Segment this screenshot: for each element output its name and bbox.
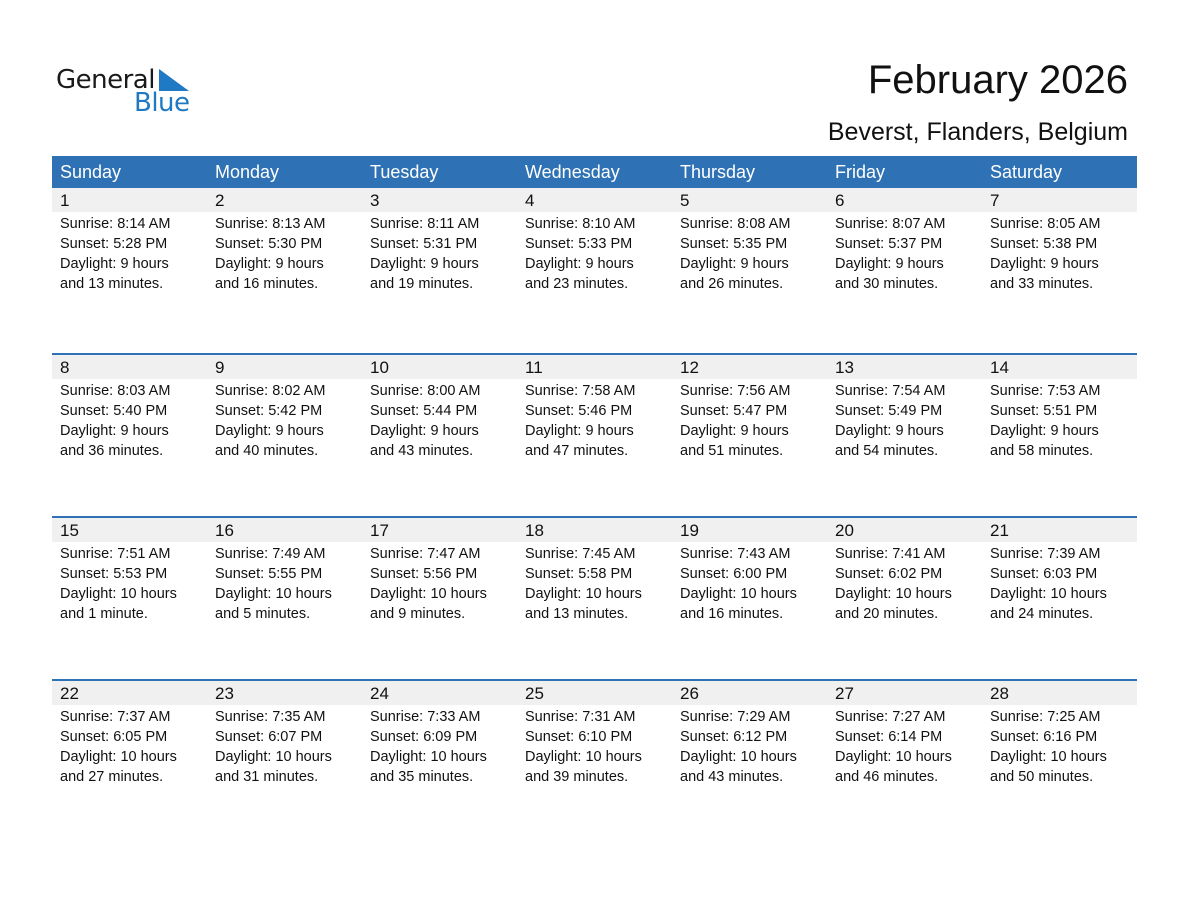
day-info — [982, 705, 1137, 787]
daylight-text: Daylight: 9 hours — [835, 423, 944, 439]
day-cell — [672, 518, 827, 624]
daylight-text: Daylight: 9 hours — [835, 256, 944, 272]
week-days — [52, 681, 1137, 787]
daylight-text: Daylight: 10 hours — [60, 586, 177, 602]
day-info — [52, 542, 207, 624]
day-cell — [52, 681, 207, 787]
sunrise-text: Sunrise: 7:27 AM — [835, 709, 946, 725]
daylight-minutes-text: and 13 minutes. — [525, 606, 629, 622]
weekday-saturday: Saturday — [990, 162, 1063, 182]
day-cell — [982, 188, 1137, 294]
day-cell — [517, 681, 672, 787]
daylight-minutes-text: and 23 minutes. — [525, 276, 629, 292]
day-number: 10 — [362, 355, 517, 379]
day-info — [207, 542, 362, 624]
day-info — [517, 542, 672, 624]
daylight-minutes-text: and 39 minutes. — [525, 769, 629, 785]
daylight-text: Daylight: 10 hours — [680, 586, 797, 602]
daylight-text: Daylight: 10 hours — [370, 586, 487, 602]
day-info — [982, 542, 1137, 624]
day-number: 24 — [362, 681, 517, 705]
day-cell — [827, 355, 982, 461]
daylight-minutes-text: and 46 minutes. — [835, 769, 939, 785]
sunset-text: Sunset: 5:51 PM — [990, 403, 1098, 419]
daylight-text: Daylight: 9 hours — [680, 256, 789, 272]
day-cell — [672, 188, 827, 294]
day-cell — [207, 518, 362, 624]
day-info — [362, 705, 517, 787]
daylight-minutes-text: and 50 minutes. — [990, 769, 1094, 785]
daylight-minutes-text: and 36 minutes. — [60, 443, 164, 459]
day-info — [517, 379, 672, 461]
day-cell — [362, 188, 517, 294]
sunset-text: Sunset: 5:37 PM — [835, 236, 943, 252]
day-info — [982, 212, 1137, 294]
daylight-minutes-text: and 27 minutes. — [60, 769, 164, 785]
week-days — [52, 518, 1137, 624]
day-cell — [207, 681, 362, 787]
day-info — [672, 212, 827, 294]
daylight-minutes-text: and 40 minutes. — [215, 443, 319, 459]
day-cell — [517, 355, 672, 461]
daylight-text: Daylight: 10 hours — [835, 586, 952, 602]
daylight-text: Daylight: 9 hours — [60, 423, 169, 439]
day-number: 6 — [827, 188, 982, 212]
day-number: 19 — [672, 518, 827, 542]
daylight-minutes-text: and 31 minutes. — [215, 769, 319, 785]
sunrise-text: Sunrise: 7:53 AM — [990, 383, 1101, 399]
day-number: 14 — [982, 355, 1137, 379]
weekday-wednesday: Wednesday — [525, 162, 620, 182]
day-cell — [672, 681, 827, 787]
day-cell — [517, 518, 672, 624]
sunset-text: Sunset: 5:31 PM — [370, 236, 478, 252]
daylight-text: Daylight: 10 hours — [990, 586, 1107, 602]
day-info — [672, 379, 827, 461]
daylight-text: Daylight: 9 hours — [215, 423, 324, 439]
sunset-text: Sunset: 6:00 PM — [680, 566, 788, 582]
day-cell — [672, 355, 827, 461]
day-number: 9 — [207, 355, 362, 379]
sunrise-text: Sunrise: 8:00 AM — [370, 383, 481, 399]
sunset-text: Sunset: 5:40 PM — [60, 403, 168, 419]
daylight-minutes-text: and 9 minutes. — [370, 606, 466, 622]
day-cell — [982, 681, 1137, 787]
sunset-text: Sunset: 5:58 PM — [525, 566, 633, 582]
sunset-text: Sunset: 6:12 PM — [680, 729, 788, 745]
weeks-container — [52, 188, 1137, 842]
daylight-text: Daylight: 9 hours — [525, 256, 634, 272]
sunrise-text: Sunrise: 7:37 AM — [60, 709, 171, 725]
day-cell — [52, 188, 207, 294]
sunset-text: Sunset: 5:33 PM — [525, 236, 633, 252]
sunrise-text: Sunrise: 7:54 AM — [835, 383, 946, 399]
daylight-text: Daylight: 10 hours — [835, 749, 952, 765]
sunset-text: Sunset: 5:30 PM — [215, 236, 323, 252]
day-info — [362, 542, 517, 624]
week-row — [52, 679, 1137, 842]
sunrise-text: Sunrise: 8:02 AM — [215, 383, 326, 399]
day-cell — [982, 518, 1137, 624]
daylight-minutes-text: and 47 minutes. — [525, 443, 629, 459]
day-cell — [827, 188, 982, 294]
day-info — [52, 379, 207, 461]
day-info — [362, 379, 517, 461]
day-number: 15 — [52, 518, 207, 542]
daylight-text: Daylight: 10 hours — [525, 749, 642, 765]
day-cell — [52, 355, 207, 461]
sunset-text: Sunset: 6:03 PM — [990, 566, 1098, 582]
day-number: 16 — [207, 518, 362, 542]
day-info — [52, 212, 207, 294]
daylight-minutes-text: and 58 minutes. — [990, 443, 1094, 459]
daylight-text: Daylight: 10 hours — [370, 749, 487, 765]
sunset-text: Sunset: 5:47 PM — [680, 403, 788, 419]
sunrise-text: Sunrise: 8:05 AM — [990, 216, 1101, 232]
sunrise-text: Sunrise: 8:10 AM — [525, 216, 636, 232]
page-title: February 2026 — [867, 58, 1128, 102]
sunrise-text: Sunrise: 8:03 AM — [60, 383, 171, 399]
day-number: 1 — [52, 188, 207, 212]
daylight-text: Daylight: 9 hours — [370, 256, 479, 272]
day-number: 20 — [827, 518, 982, 542]
sunset-text: Sunset: 5:42 PM — [215, 403, 323, 419]
sunset-text: Sunset: 5:56 PM — [370, 566, 478, 582]
sunrise-text: Sunrise: 7:45 AM — [525, 546, 636, 562]
day-info — [827, 212, 982, 294]
daylight-minutes-text: and 43 minutes. — [680, 769, 784, 785]
day-number: 26 — [672, 681, 827, 705]
sunset-text: Sunset: 5:28 PM — [60, 236, 168, 252]
sunrise-text: Sunrise: 7:51 AM — [60, 546, 171, 562]
day-number: 18 — [517, 518, 672, 542]
day-info — [827, 542, 982, 624]
day-info — [362, 212, 517, 294]
daylight-text: Daylight: 9 hours — [990, 256, 1099, 272]
daylight-minutes-text: and 33 minutes. — [990, 276, 1094, 292]
sunrise-text: Sunrise: 7:41 AM — [835, 546, 946, 562]
daylight-minutes-text: and 30 minutes. — [835, 276, 939, 292]
generalblue-logo — [56, 64, 206, 120]
day-info — [982, 379, 1137, 461]
day-number: 3 — [362, 188, 517, 212]
daylight-minutes-text: and 54 minutes. — [835, 443, 939, 459]
sunrise-text: Sunrise: 7:25 AM — [990, 709, 1101, 725]
sunset-text: Sunset: 5:38 PM — [990, 236, 1098, 252]
logo-word-blue: Blue — [134, 88, 190, 118]
sunrise-text: Sunrise: 8:11 AM — [370, 216, 480, 232]
sunrise-text: Sunrise: 8:13 AM — [215, 216, 326, 232]
sunrise-text: Sunrise: 8:14 AM — [60, 216, 171, 232]
daylight-minutes-text: and 26 minutes. — [680, 276, 784, 292]
sunset-text: Sunset: 5:49 PM — [835, 403, 943, 419]
location-subtitle: Beverst, Flanders, Belgium — [827, 118, 1128, 146]
week-days — [52, 355, 1137, 461]
sunrise-text: Sunrise: 7:47 AM — [370, 546, 481, 562]
day-number: 25 — [517, 681, 672, 705]
daylight-minutes-text: and 35 minutes. — [370, 769, 474, 785]
calendar-grid — [52, 156, 1137, 842]
day-number: 27 — [827, 681, 982, 705]
sunrise-text: Sunrise: 8:08 AM — [680, 216, 791, 232]
day-number: 8 — [52, 355, 207, 379]
daylight-text: Daylight: 10 hours — [60, 749, 177, 765]
daylight-minutes-text: and 19 minutes. — [370, 276, 474, 292]
day-info — [672, 542, 827, 624]
day-info — [827, 705, 982, 787]
sunrise-text: Sunrise: 7:29 AM — [680, 709, 791, 725]
weekday-header-row — [52, 156, 1137, 188]
week-row — [52, 188, 1137, 353]
day-info — [517, 212, 672, 294]
daylight-minutes-text: and 5 minutes. — [215, 606, 311, 622]
sunset-text: Sunset: 6:10 PM — [525, 729, 633, 745]
day-cell — [207, 355, 362, 461]
weekday-sunday: Sunday — [60, 162, 122, 182]
daylight-text: Daylight: 10 hours — [990, 749, 1107, 765]
sunrise-text: Sunrise: 7:49 AM — [215, 546, 326, 562]
day-cell — [207, 188, 362, 294]
daylight-minutes-text: and 20 minutes. — [835, 606, 939, 622]
sunset-text: Sunset: 6:02 PM — [835, 566, 943, 582]
sunset-text: Sunset: 5:44 PM — [370, 403, 478, 419]
daylight-minutes-text: and 13 minutes. — [60, 276, 164, 292]
sunrise-text: Sunrise: 7:31 AM — [525, 709, 636, 725]
day-cell — [362, 518, 517, 624]
daylight-text: Daylight: 9 hours — [60, 256, 169, 272]
day-number: 2 — [207, 188, 362, 212]
daylight-minutes-text: and 16 minutes. — [215, 276, 319, 292]
day-cell — [362, 681, 517, 787]
daylight-minutes-text: and 51 minutes. — [680, 443, 784, 459]
daylight-text: Daylight: 10 hours — [215, 586, 332, 602]
sunrise-text: Sunrise: 7:58 AM — [525, 383, 636, 399]
day-info — [207, 705, 362, 787]
day-cell — [517, 188, 672, 294]
daylight-minutes-text: and 43 minutes. — [370, 443, 474, 459]
day-number: 17 — [362, 518, 517, 542]
daylight-minutes-text: and 1 minute. — [60, 606, 148, 622]
day-info — [207, 379, 362, 461]
daylight-minutes-text: and 24 minutes. — [990, 606, 1094, 622]
sunset-text: Sunset: 6:14 PM — [835, 729, 943, 745]
day-number: 7 — [982, 188, 1137, 212]
day-info — [517, 705, 672, 787]
sunrise-text: Sunrise: 7:35 AM — [215, 709, 326, 725]
day-cell — [362, 355, 517, 461]
daylight-text: Daylight: 10 hours — [680, 749, 797, 765]
weekday-thursday: Thursday — [680, 162, 756, 182]
sunrise-text: Sunrise: 8:07 AM — [835, 216, 946, 232]
day-cell — [827, 681, 982, 787]
sunset-text: Sunset: 6:16 PM — [990, 729, 1098, 745]
day-info — [672, 705, 827, 787]
day-cell — [52, 518, 207, 624]
day-number: 5 — [672, 188, 827, 212]
day-number: 12 — [672, 355, 827, 379]
week-row — [52, 516, 1137, 679]
day-number: 4 — [517, 188, 672, 212]
daylight-minutes-text: and 16 minutes. — [680, 606, 784, 622]
logo-word-general: General — [56, 65, 155, 95]
week-row — [52, 353, 1137, 516]
day-number: 13 — [827, 355, 982, 379]
daylight-text: Daylight: 9 hours — [680, 423, 789, 439]
daylight-text: Daylight: 9 hours — [990, 423, 1099, 439]
weekday-friday: Friday — [835, 162, 886, 182]
day-info — [827, 379, 982, 461]
sunrise-text: Sunrise: 7:33 AM — [370, 709, 481, 725]
daylight-text: Daylight: 10 hours — [215, 749, 332, 765]
sunset-text: Sunset: 5:55 PM — [215, 566, 323, 582]
sunset-text: Sunset: 6:07 PM — [215, 729, 323, 745]
day-info — [207, 212, 362, 294]
day-number: 28 — [982, 681, 1137, 705]
day-info — [52, 705, 207, 787]
day-number: 21 — [982, 518, 1137, 542]
sunset-text: Sunset: 5:53 PM — [60, 566, 168, 582]
day-number: 22 — [52, 681, 207, 705]
sunset-text: Sunset: 6:09 PM — [370, 729, 478, 745]
daylight-text: Daylight: 9 hours — [370, 423, 479, 439]
day-cell — [827, 518, 982, 624]
week-days — [52, 188, 1137, 294]
daylight-text: Daylight: 9 hours — [215, 256, 324, 272]
sunset-text: Sunset: 5:46 PM — [525, 403, 633, 419]
day-number: 11 — [517, 355, 672, 379]
sunset-text: Sunset: 5:35 PM — [680, 236, 788, 252]
daylight-text: Daylight: 10 hours — [525, 586, 642, 602]
day-cell — [982, 355, 1137, 461]
sunrise-text: Sunrise: 7:43 AM — [680, 546, 791, 562]
weekday-tuesday: Tuesday — [370, 162, 439, 182]
weekday-monday: Monday — [215, 162, 280, 182]
sunset-text: Sunset: 6:05 PM — [60, 729, 168, 745]
day-number: 23 — [207, 681, 362, 705]
sunrise-text: Sunrise: 7:39 AM — [990, 546, 1101, 562]
daylight-text: Daylight: 9 hours — [525, 423, 634, 439]
sunrise-text: Sunrise: 7:56 AM — [680, 383, 791, 399]
